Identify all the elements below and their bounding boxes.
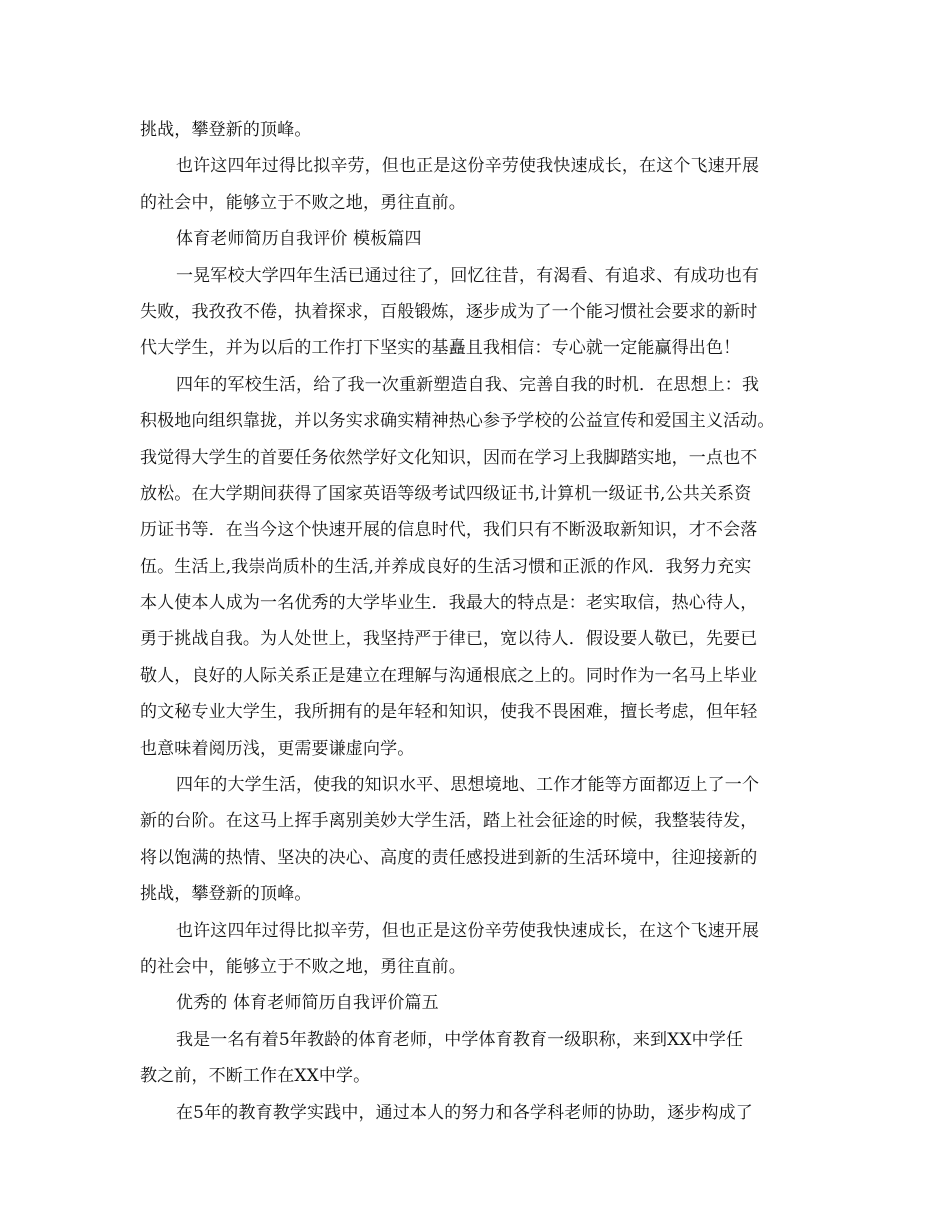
text-line: 优秀的 体育老师简历自我评价篇五 <box>176 993 439 1014</box>
document-page <box>140 112 820 1131</box>
text-line: 挑战，攀登新的顶峰。 <box>140 120 312 140</box>
text-line: 的文秘专业大学生，我所拥有的是年轻和知识，使我不畏困难，擅长考虑，但年轻 <box>140 702 758 723</box>
text-line: 体育老师简历自我评价 模板篇四 <box>176 229 422 250</box>
text-line: 代大学生，并为以后的工作打下坚实的基矗且我相信：专心就一定能赢得出色！ <box>140 338 741 359</box>
text-line: 在5年的教育教学实践中，通过本人的努力和各学科老师的协助，逐步构成了 <box>176 1102 753 1123</box>
text-line: 的社会中，能够立于不败之地，勇往直前。 <box>140 956 466 977</box>
text-line: 敬人，良好的人际关系正是建立在理解与沟通根底之上的。同时作为一名马上毕业 <box>140 665 758 686</box>
text-line: 我觉得大学生的首要任务依然学好文化知识，因而在学习上我脚踏实地，一点也不 <box>140 447 758 468</box>
text-line: 积极地向组织靠拢，并以务实求确实精神热心参予学校的公益宣传和爱国主义活动。 <box>140 411 775 432</box>
text-line: 伍。生活上,我崇尚质朴的生活,并养成良好的生活习惯和正派的作风．我努力充实 <box>140 556 752 577</box>
text-line: 将以饱满的热情、坚决的决心、高度的责任感投进到新的生活环境中，往迎接新的 <box>140 847 758 868</box>
text-line: 新的台阶。在这马上挥手离别美妙大学生活，踏上社会征途的时候，我整装待发， <box>140 811 758 832</box>
text-line: 放松。在大学期间获得了国家英语等级考试四级证书,计算机一级证书,公共关系资 <box>140 483 752 504</box>
text-line: 失败，我孜孜不倦，执着探求，百般锻炼，逐步成为了一个能习惯社会要求的新时 <box>140 301 758 322</box>
text-line: 教之前，不断工作在XX中学。 <box>140 1066 371 1087</box>
text-line: 挑战，攀登新的顶峰。 <box>140 884 312 905</box>
text-line: 的社会中，能够立于不败之地，勇往直前。 <box>140 192 466 213</box>
text-line: 我是一名有着5年教龄的体育老师，中学体育教育一级职称，来到XX中学任 <box>176 1029 744 1050</box>
text-line: 本人使本人成为一名优秀的大学毕业生．我最大的特点是：老实取信，热心待人， <box>140 593 758 614</box>
text-line: 四年的大学生活，使我的知识水平、思想境地、工作才能等方面都迈上了一个 <box>176 775 760 796</box>
text-line: 也许这四年过得比拟辛劳，但也正是这份辛劳使我快速成长，在这个飞速开展 <box>176 156 760 177</box>
text-line: 四年的军校生活，给了我一次重新塑造自我、完善自我的时机．在思想上：我 <box>176 374 760 395</box>
text-line: 也许这四年过得比拟辛劳，但也正是这份辛劳使我快速成长，在这个飞速开展 <box>176 920 760 941</box>
text-line: 历证书等．在当今这个快速开展的信息时代，我们只有不断汲取新知识，才不会落 <box>140 520 758 541</box>
text-line: 也意味着阅历浅，更需要谦虚向学。 <box>140 738 415 759</box>
text-line: 一晃军校大学四年生活已通过往了，回忆往昔，有渴看、有追求、有成功也有 <box>176 265 760 286</box>
text-line: 勇于挑战自我。为人处世上，我坚持严于律已，宽以待人．假设要人敬已，先要已 <box>140 629 758 650</box>
